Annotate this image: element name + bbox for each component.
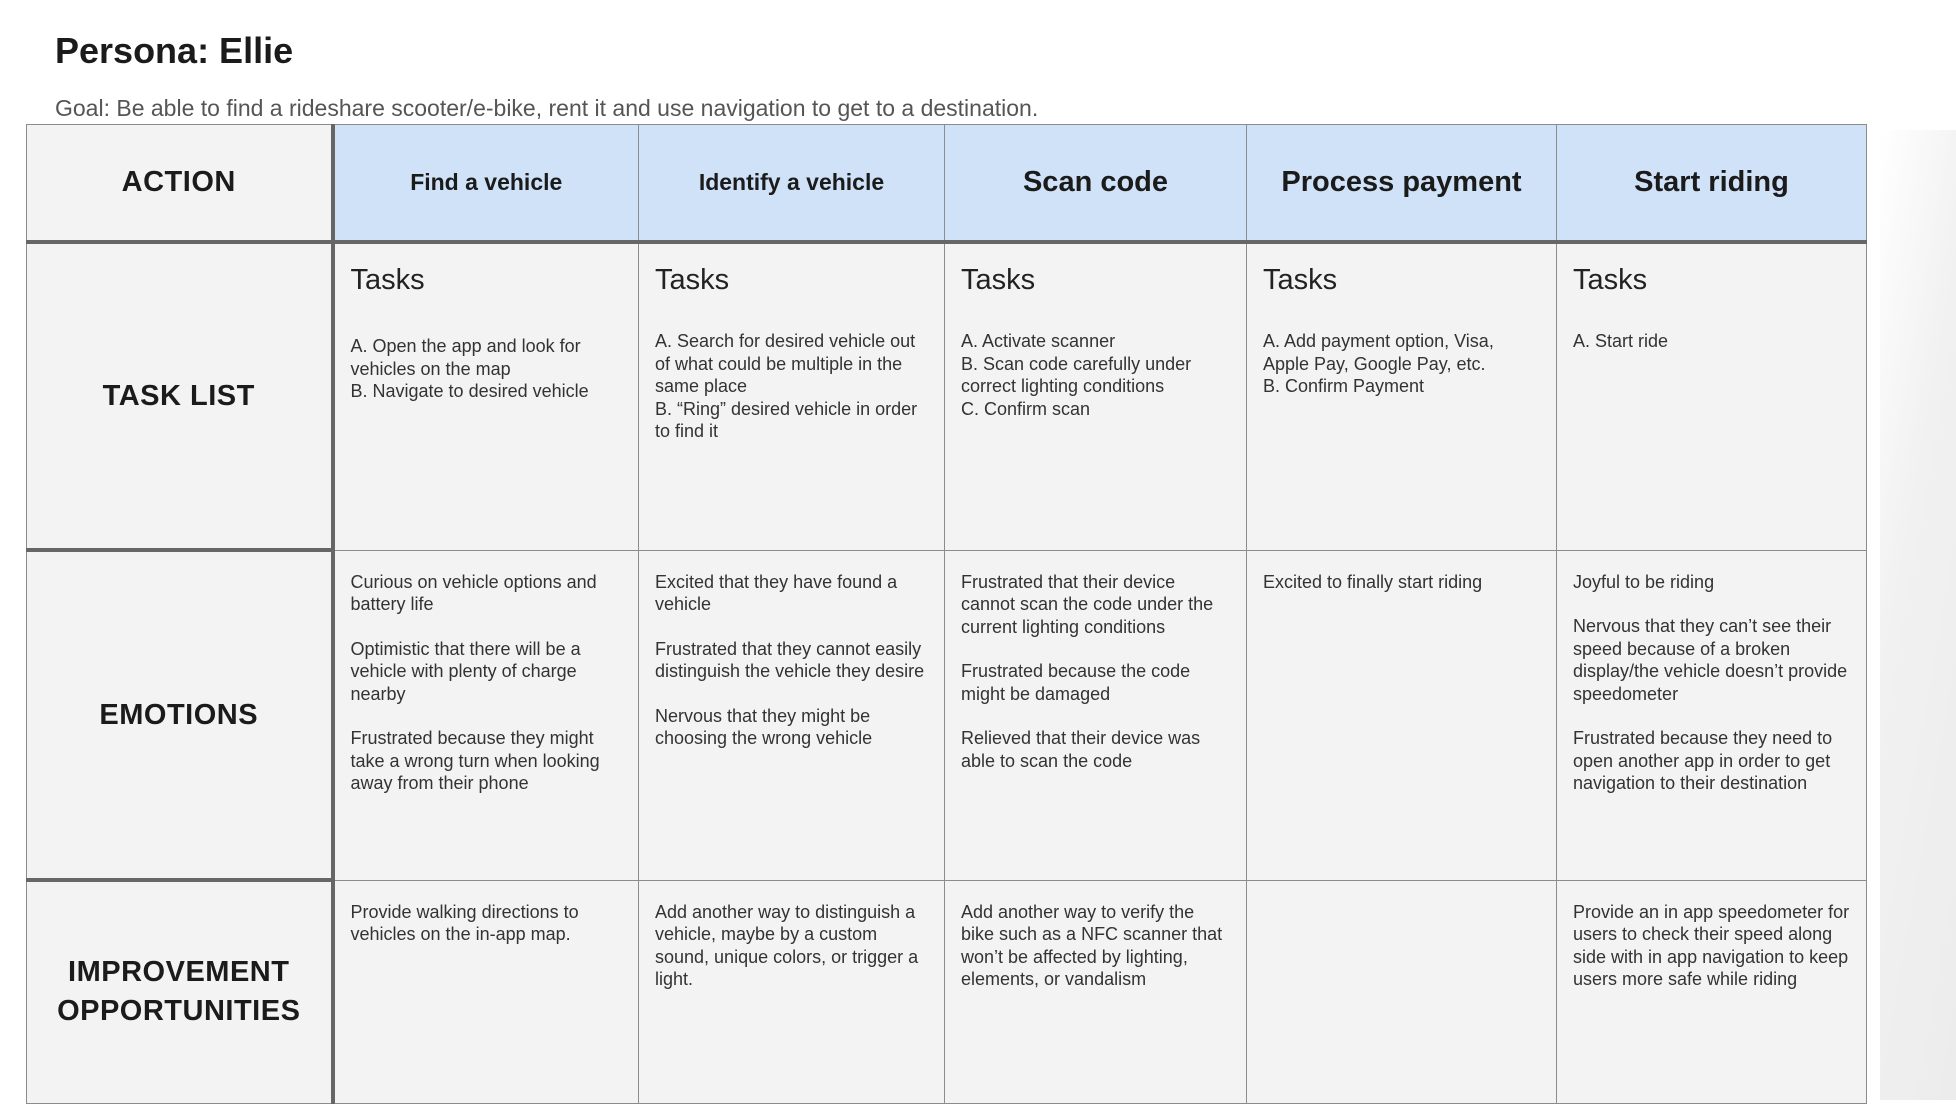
tasks-cell-identify-vehicle xyxy=(639,242,945,550)
task-item: A. Start ride xyxy=(1573,331,1669,351)
journey-map-table xyxy=(26,124,1867,1104)
tasks-heading: Tasks xyxy=(1573,264,1648,296)
improvement-text: Add another way to distinguish a vehicle, maybe by a custom sound, unique colors, or trigger a light. xyxy=(655,901,919,989)
task-item: B. Confirm Payment xyxy=(1263,376,1425,396)
persona-goal: Goal: Be able to find a rideshare scooter/e-bike, rent it and use navigation to get to a destination. xyxy=(55,95,1039,121)
stage-header-label: Process payment xyxy=(1281,166,1522,198)
tasks-cell-find-vehicle xyxy=(333,242,639,550)
emotion-item: Curious on vehicle options and battery life xyxy=(350,571,597,614)
improvement-text xyxy=(1247,881,1556,911)
emotion-item: Nervous that they might be choosing the wrong vehicle xyxy=(655,705,873,748)
improvement-text: Provide an in app speedometer for users to check their speed along side with in app navigation to keep users more safe while riding xyxy=(1573,901,1850,989)
stage-header-label: Find a vehicle xyxy=(410,169,563,195)
action-row xyxy=(27,125,1867,243)
stage-header-label: Identify a vehicle xyxy=(698,169,885,195)
improvement-cell-start-riding xyxy=(1557,880,1867,1103)
task-item: B. “Ring” desired vehicle in order to find it xyxy=(655,398,918,441)
improvement-row xyxy=(27,880,1867,1103)
emotion-item: Frustrated because the code might be damaged xyxy=(961,661,1191,704)
emotions-cell-process-payment xyxy=(1247,550,1557,880)
tasks-heading: Tasks xyxy=(350,264,425,296)
task-list-row xyxy=(27,242,1867,550)
stage-header-process-payment xyxy=(1247,125,1557,243)
tasks-heading: Tasks xyxy=(655,264,730,296)
emotion-item: Frustrated that their device cannot scan the code under the current lighting conditions xyxy=(961,571,1214,637)
tasks-heading: Tasks xyxy=(1263,264,1338,296)
task-item: A. Search for desired vehicle out of what could be multiple in the same place xyxy=(655,331,916,396)
row-label-action: ACTION xyxy=(27,125,333,243)
emotion-item: Excited that they have found a vehicle xyxy=(655,571,898,614)
task-item: A. Add payment option, Visa, Apple Pay, Google Pay, etc. xyxy=(1263,331,1494,374)
improvement-cell-process-payment xyxy=(1247,880,1557,1103)
task-item: A. Activate scanner xyxy=(961,331,1116,351)
task-item: B. Scan code carefully under correct lighting conditions xyxy=(961,353,1192,396)
task-item: C. Confirm scan xyxy=(961,398,1091,419)
emotion-item: Frustrated because they need to open another app in order to get navigation to their destination xyxy=(1573,728,1833,793)
emotion-item: Frustrated because they might take a wrong turn when looking away from their phone xyxy=(350,728,600,793)
row-label-improvement xyxy=(27,880,333,1103)
stage-header-label: Start riding xyxy=(1634,166,1789,198)
stage-header-find-vehicle xyxy=(333,125,639,243)
stage-header-scan-code xyxy=(945,125,1247,243)
stage-header-identify-vehicle xyxy=(639,125,945,243)
emotion-item: Nervous that they can’t see their speed because of a broken display/the vehicle doesn’t provide speedometer xyxy=(1573,616,1848,704)
emotions-cell-identify-vehicle xyxy=(639,550,945,880)
stage-header-start-riding xyxy=(1557,125,1867,243)
emotion-item: Excited to finally start riding xyxy=(1263,571,1483,592)
tasks-heading: Tasks xyxy=(961,264,1036,296)
emotion-item: Relieved that their device was able to scan the code xyxy=(961,728,1201,771)
tasks-cell-scan-code xyxy=(945,242,1247,550)
emotions-cell-find-vehicle xyxy=(333,550,639,880)
improvement-text: Provide walking directions to vehicles on the in-app map. xyxy=(350,901,579,944)
persona-title: Persona: Ellie xyxy=(55,30,294,71)
stage-header-label: Scan code xyxy=(1022,166,1169,198)
improvement-cell-identify-vehicle xyxy=(639,880,945,1103)
emotion-item: Joyful to be riding xyxy=(1573,571,1715,592)
tasks-cell-process-payment xyxy=(1247,242,1557,550)
improvement-cell-find-vehicle xyxy=(333,880,639,1103)
emotion-item: Frustrated that they cannot easily distinguish the vehicle they desire xyxy=(655,638,925,681)
task-item: B. Navigate to desired vehicle xyxy=(350,381,589,401)
row-label-task-list: TASK LIST xyxy=(27,242,333,550)
row-label-improvement-line1: IMPROVEMENT xyxy=(68,956,290,989)
emotion-item: Optimistic that there will be a vehicle with plenty of charge nearby xyxy=(350,638,581,704)
tasks-cell-start-riding xyxy=(1557,242,1867,550)
page-shadow xyxy=(1880,130,1956,1100)
improvement-cell-scan-code xyxy=(945,880,1247,1103)
task-item: A. Open the app and look for vehicles on the map xyxy=(350,336,581,379)
improvement-text: Add another way to verify the bike such as a NFC scanner that won’t be affected by lighting, elements, or vandalism xyxy=(961,901,1223,989)
row-label-emotions: EMOTIONS xyxy=(27,550,333,880)
emotions-row xyxy=(27,550,1867,880)
emotions-cell-start-riding xyxy=(1557,550,1867,880)
emotions-cell-scan-code xyxy=(945,550,1247,880)
row-label-improvement-line2: OPPORTUNITIES xyxy=(57,995,301,1028)
